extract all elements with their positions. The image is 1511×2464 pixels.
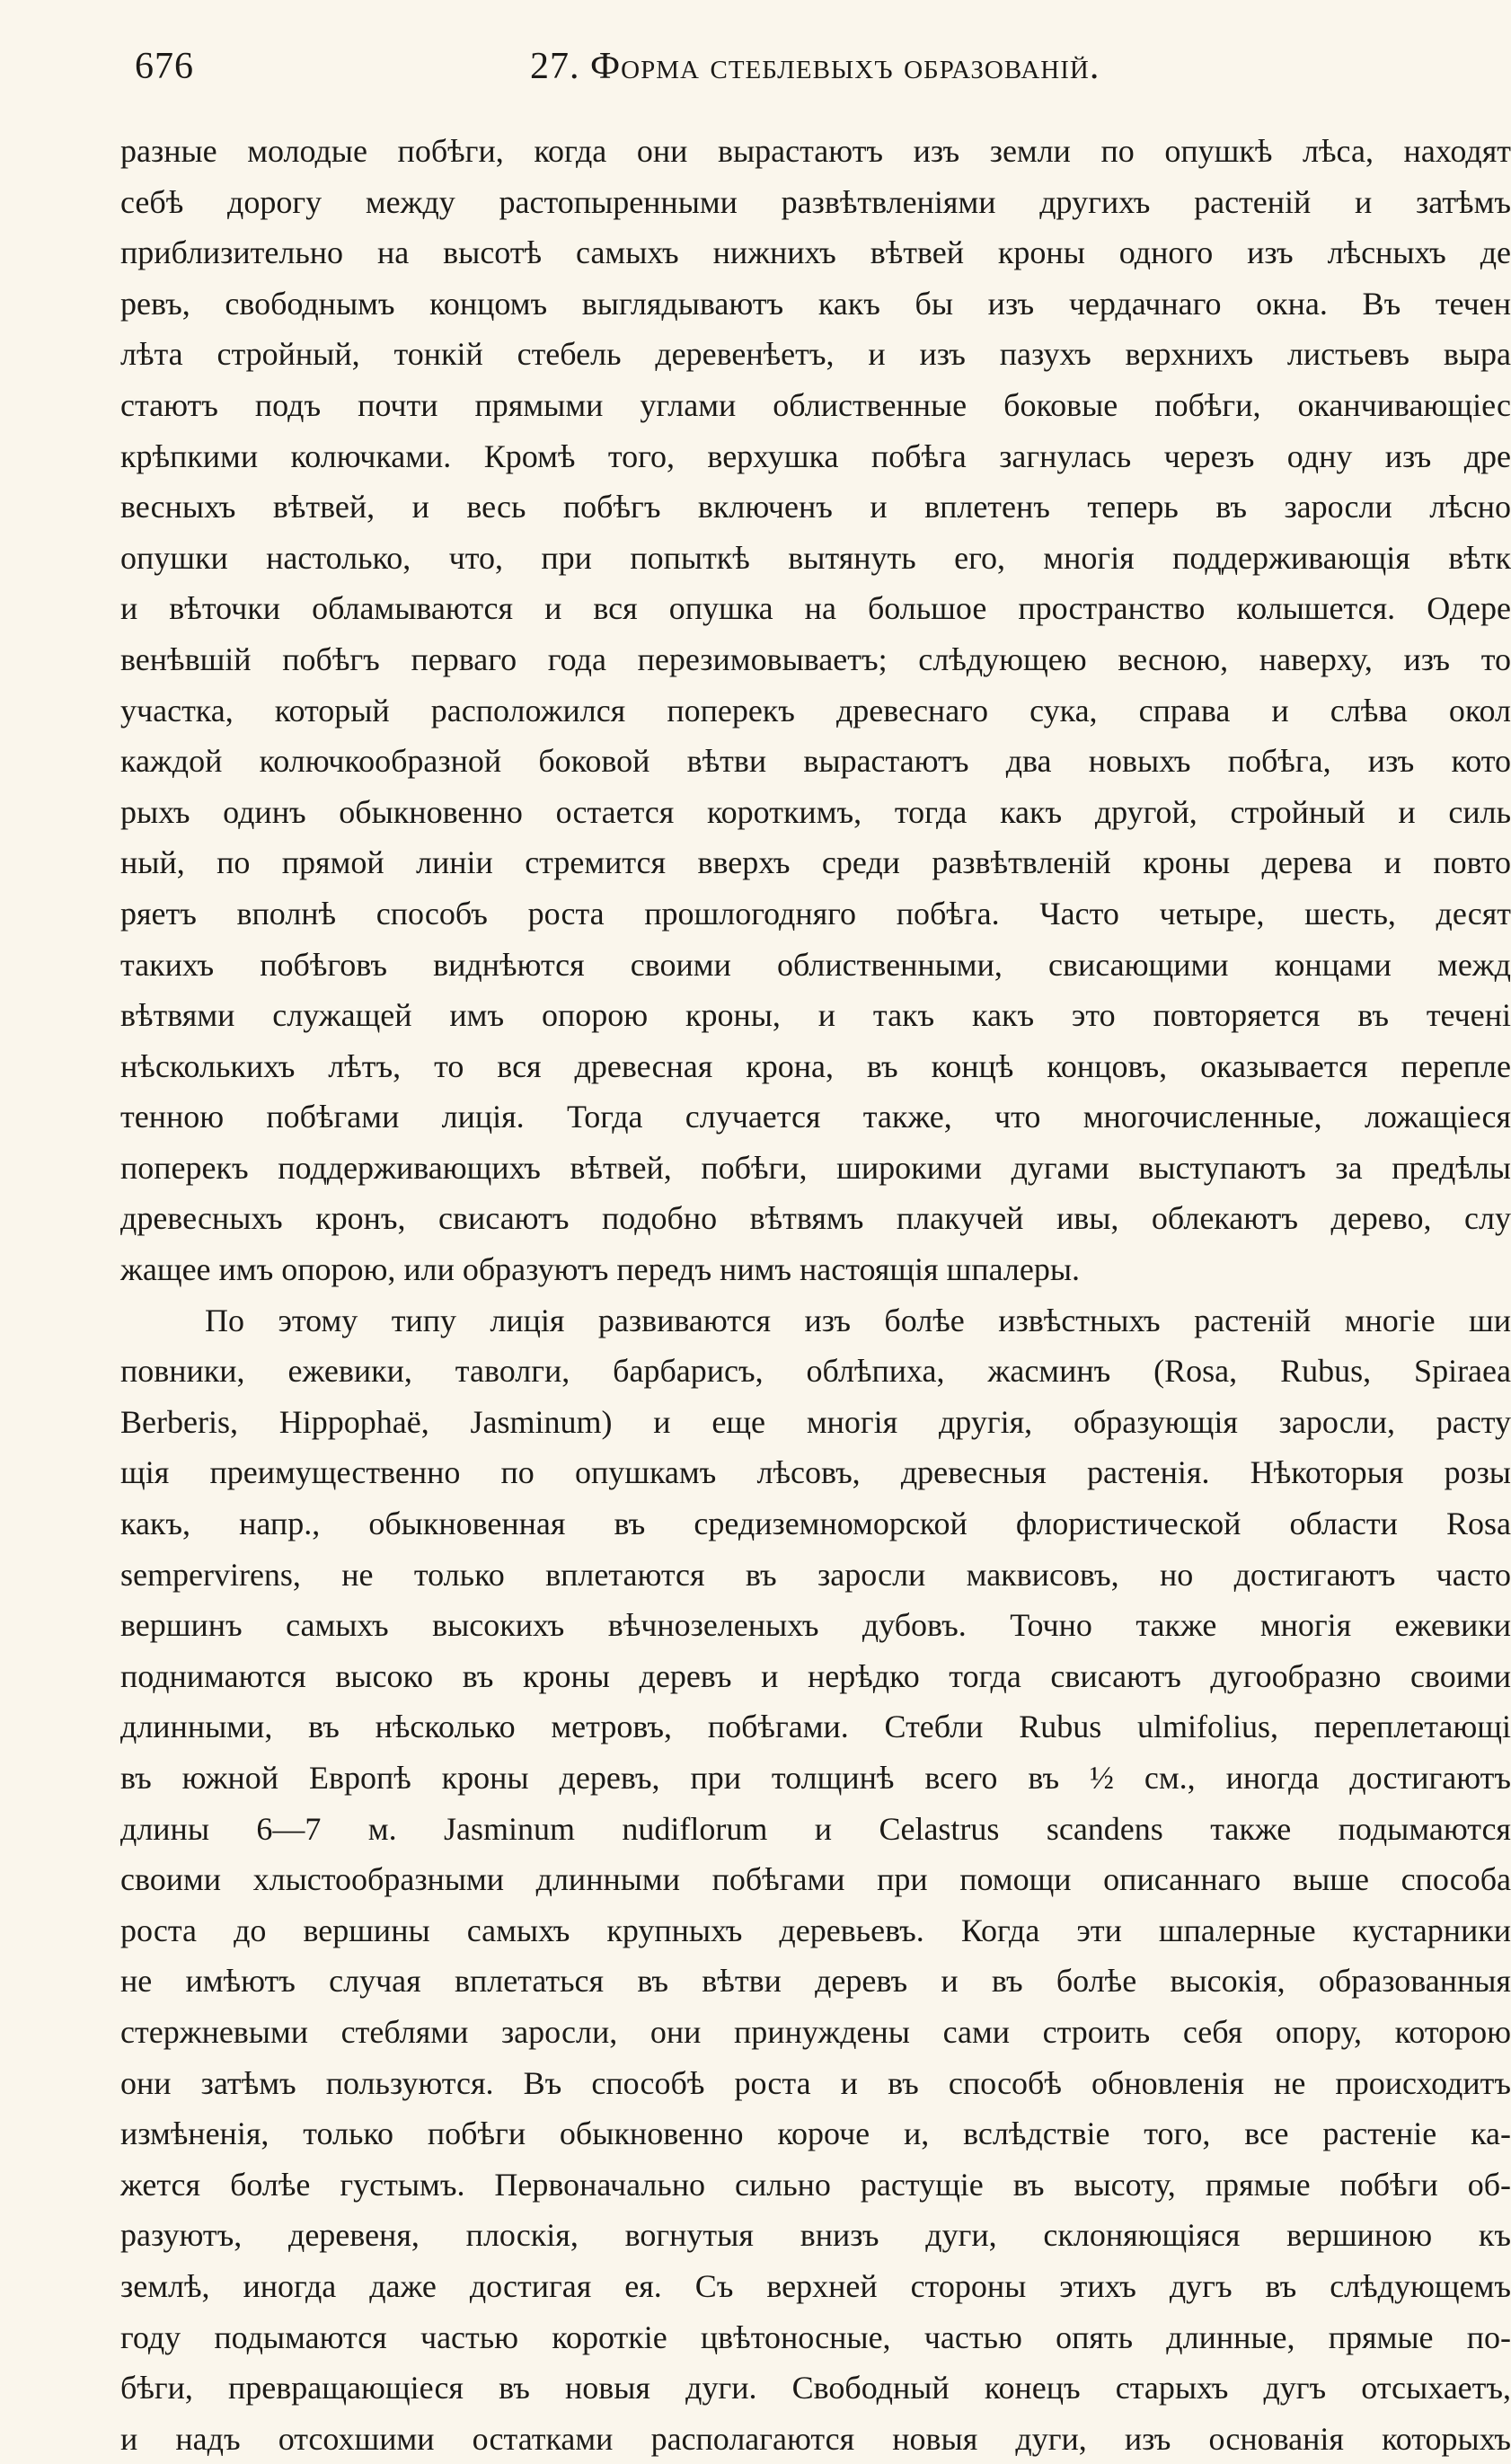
text-line: рыхъ одинъ обыкновенно остается короткимъ, тогда какъ другой, стройный и силь (120, 793, 1511, 830)
text-line: разные молодые побѣги, когда они вырастаютъ изъ земли по опушкѣ лѣса, находят (120, 133, 1511, 169)
text-line: участка, который расположился поперекъ древеснаго сука, справа и слѣва окол (120, 692, 1511, 729)
paragraph-first-line: По этому типу лиція развиваются изъ болѣе извѣстныхъ растеній многіе ши (205, 1302, 1511, 1338)
text-line: такихъ побѣговъ виднѣются своими облиственными, свисающими концами межд (120, 946, 1511, 983)
text-line: весныхъ вѣтвей, и весь побѣгъ включенъ и вплетенъ теперь въ заросли лѣсно (120, 489, 1511, 525)
text-line: лѣта стройный, тонкій стебель деревенѣетъ, и изъ пазухъ верхнихъ листьевъ выра (120, 336, 1511, 373)
text-line: повники, ежевики, таволги, барбарисъ, облѣпиха, жасминъ (Rosa, Rubus, Spiraea (120, 1353, 1511, 1390)
text-line: венѣвшій побѣгъ перваго года перезимовываетъ; слѣдующею весною, наверху, изъ то (120, 640, 1511, 677)
text-line: и надъ отсохшими остатками располагаются новыя дуги, изъ основанія которыхъ (120, 2420, 1511, 2457)
text-line: землѣ, иногда даже достигая ея. Съ верхней стороны этихъ дугъ въ слѣдующемъ (120, 2267, 1511, 2304)
text-line: поднимаются высоко въ кроны деревъ и нерѣдко тогда свисаютъ дугообразно своими (120, 1657, 1511, 1694)
text-line: какъ, напр., обыкновенная въ средиземноморской флористической области Rosa (120, 1506, 1511, 1542)
text-line: году подымаются частью короткіе цвѣтоносные, частью опять длинные, прямые по- (120, 2318, 1511, 2355)
text-line: длинными, въ нѣсколько метровъ, побѣгами. Стебли Rubus ulmifolius, переплетающі (120, 1709, 1511, 1745)
text-line: крѣпкими колючками. Кромѣ того, верхушка побѣга загнулась черезъ одну изъ дре (120, 437, 1511, 474)
paragraph-last-line: жащее имъ опорою, или образуютъ передъ нимъ настоящія шпалеры. (120, 1251, 1081, 1288)
text-line: разуютъ, деревеня, плоскія, вогнутыя внизъ дуги, склоняющіяся вершиною къ (120, 2217, 1511, 2254)
text-line: вѣтвями служащей имъ опорою кроны, и такъ какъ это повторяется въ теченi (120, 997, 1511, 1034)
text-line: не имѣютъ случая вплетаться въ вѣтви деревъ и въ болѣе высокія, образованныя (120, 1963, 1511, 2000)
text-line: вершинъ самыхъ высокихъ вѣчнозеленыхъ дубовъ. Точно также многія ежевики (120, 1607, 1511, 1644)
text-line: стержневыми стеблями заросли, они принуждены сами строить себя опору, которою (120, 2013, 1511, 2050)
text-line: поперекъ поддерживающихъ вѣтвей, побѣги, широкими дугами выступаютъ за предѣлы (120, 1149, 1511, 1186)
text-line: они затѣмъ пользуются. Въ способѣ роста и въ способѣ обновленія не происходитъ (120, 2064, 1511, 2101)
text-line: ный, по прямой линіи стремится вверхъ среди развѣтвленій кроны дерева и повто (120, 844, 1511, 881)
text-line: опушки настолько, что, при попыткѣ вытянуть его, многія поддерживающія вѣтк (120, 539, 1511, 576)
text-line: длины 6—7 м. Jasminum nudiflorum и Celastrus scandens также подымаются (120, 1810, 1511, 1847)
page-header (135, 40, 1464, 93)
text-line: каждой колючкообразной боковой вѣтви вырастаютъ два новыхъ побѣга, изъ кото (120, 743, 1511, 780)
text-line: въ южной Европѣ кроны деревъ, при толщинѣ всего въ ½ см., иногда достигаютъ (120, 1760, 1511, 1796)
page-number: 676 (135, 46, 194, 87)
body-text (120, 126, 1511, 2457)
text-line: своими хлыстообразными длинными побѣгами при помощи описаннаго выше способа (120, 1861, 1511, 1898)
text-line: и вѣточки обламываются и вся опушка на большое пространство колышется. Одере (120, 590, 1511, 627)
text-line: Berberis, Hippophaë, Jasminum) и еще многія другія, образующія заросли, расту (120, 1403, 1511, 1440)
running-title: 27. Форма стеблевыхъ образованій. (530, 46, 1100, 87)
text-line: древесныхъ кронъ, свисаютъ подобно вѣтвямъ плакучей ивы, облекаютъ дерево, слу (120, 1200, 1511, 1237)
text-line: нѣсколькихъ лѣтъ, то вся древесная крона, въ концѣ концовъ, оказывается перепле (120, 1047, 1511, 1084)
text-line: жется болѣе густымъ. Первоначально сильно растущіе въ высоту, прямые побѣги об- (120, 2166, 1511, 2203)
text-line: sempervirens, не только вплетаются въ заросли маквисовъ, но достигаютъ часто (120, 1556, 1511, 1593)
text-line: приблизительно на высотѣ самыхъ нижнихъ вѣтвей кроны одного изъ лѣсныхъ де (120, 234, 1511, 271)
text-line: ряетъ вполнѣ способъ роста прошлогодняго побѣга. Часто четыре, шесть, десят (120, 895, 1511, 932)
text-line: щія преимущественно по опушкамъ лѣсовъ, древесныя растенія. Нѣкоторыя розы (120, 1454, 1511, 1491)
text-line: роста до вершины самыхъ крупныхъ деревьевъ. Когда эти шпалерные кустарники (120, 1912, 1511, 1948)
text-line: бѣги, превращающіеся въ новыя дуги. Свободный конецъ старыхъ дугъ отсыхаетъ, (120, 2370, 1511, 2407)
text-line: тенною побѣгами лиція. Тогда случается также, что многочисленные, ложащіеся (120, 1099, 1511, 1135)
text-line: ревъ, свободнымъ концомъ выглядываютъ какъ бы изъ чердачнаго окна. Въ течен (120, 285, 1511, 322)
text-line: измѣненія, только побѣги обыкновенно короче и, вслѣдствіе того, все растеніе ка- (120, 2115, 1511, 2152)
text-line: себѣ дорогу между растопыренными развѣтвленіями другихъ растеній и затѣмъ (120, 183, 1511, 220)
text-line: стаютъ подъ почти прямыми углами облиственные боковые побѣги, оканчивающіес (120, 386, 1511, 423)
